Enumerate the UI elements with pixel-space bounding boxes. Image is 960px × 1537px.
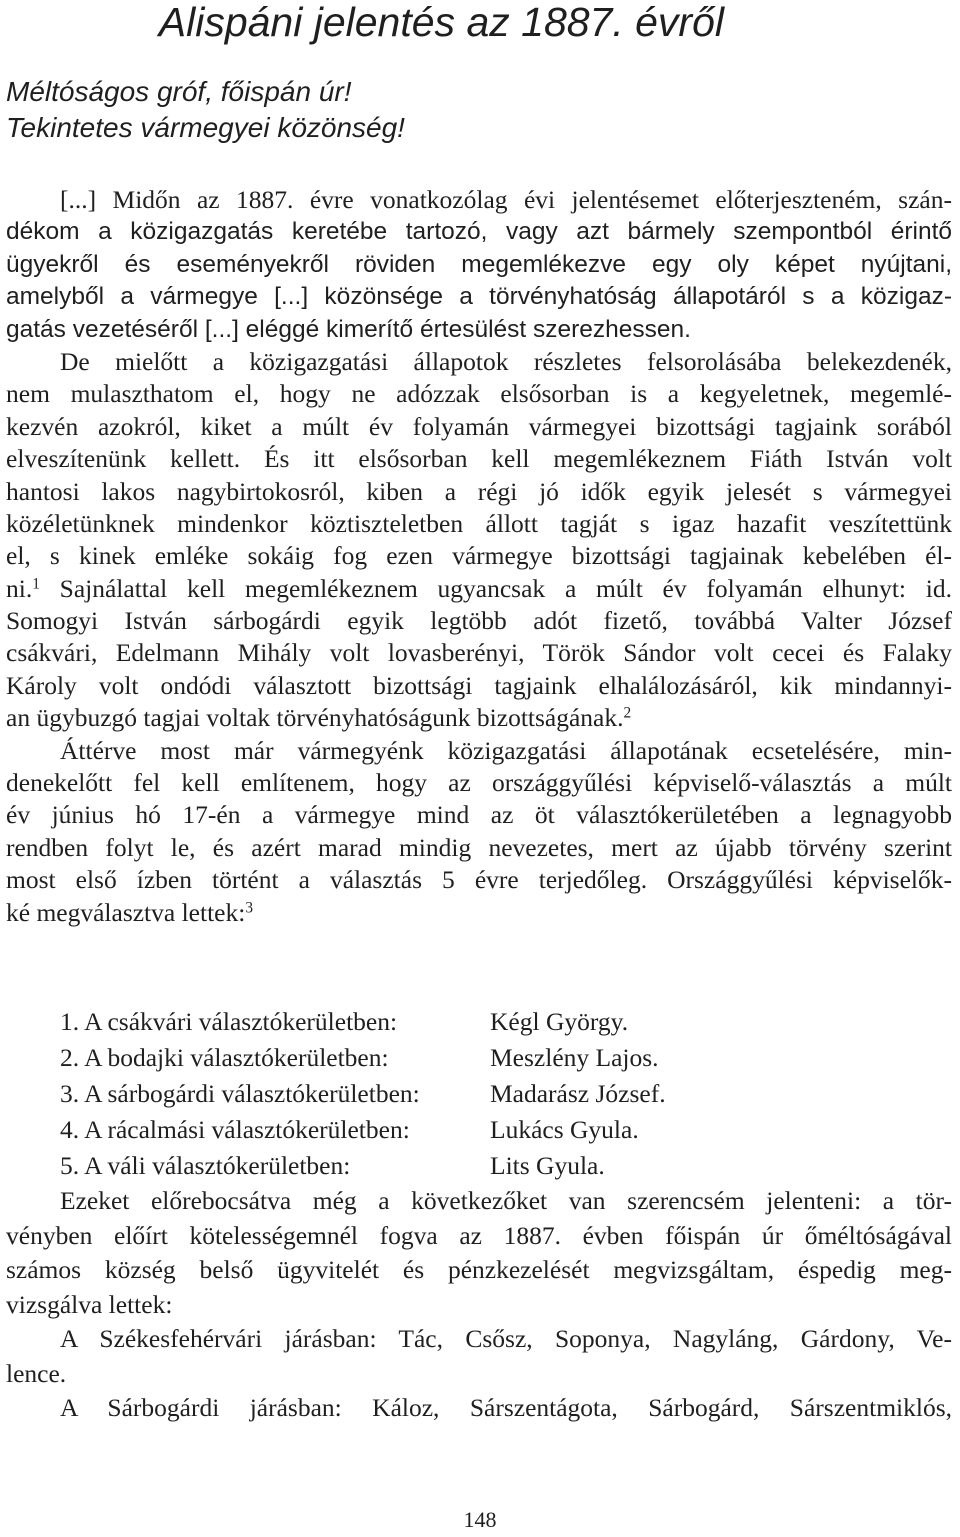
text-line: vizsgálva lettek: (6, 1289, 173, 1319)
text-line: A Székesfehérvári járásban: Tác, Csősz, Soponya, Nagyláng, Gárdony, Ve- (60, 1324, 952, 1353)
page-title: Alispáni jelentés az 1887. évről (158, 0, 724, 45)
text-line: Károly volt ondódi választott bizottsági tagjaink elhalálozásáról, kik mindannyi- (6, 670, 952, 700)
representative: Kégl György. (490, 1007, 629, 1036)
text-line: [...] Midőn az 1887. évre vonatkozólag évi jelentésemet előterjeszteném, szán- (60, 185, 952, 214)
district: 3. A sárbogárdi választókerületben: (60, 1079, 420, 1108)
text-line: lence. (6, 1358, 67, 1388)
district: 2. A bodajki választókerületben: (60, 1043, 389, 1072)
text-line: De mielőtt a közigazgatási állapotok részletes felsorolásába belekezdenék, (60, 346, 952, 376)
text-line: kezvén azokról, kiket a múlt év folyamán vármegyei bizottsági tagjaink sorából (6, 411, 952, 441)
district: 4. A rácalmási választókerületben: (60, 1115, 410, 1144)
footnote-ref: 2 (623, 704, 632, 722)
text-line: csákvári, Edelmann Mihály volt lovasberényi, Török Sándor volt cecei és Falaky (6, 638, 952, 668)
text-line: Somogyi István sárbogárdi egyik legtöbb adót fizető, továbbá Valter József (6, 606, 952, 636)
text-fragment: ni. (6, 573, 33, 603)
text-line: Áttérve most már vármegyénk közigazgatási állapotának ecsetelésére, min- (60, 735, 952, 765)
list-item (60, 1112, 666, 1148)
text-fragment: Sajnálattal kell megemlékeznem ugyancsak a múlt év folyamán elhunyt: id. (39, 573, 952, 603)
representative: Meszlény Lajos. (490, 1043, 659, 1072)
text-line: denekelőtt fel kell említenem, hogy az országgyűlési képviselő-választás a múlt (6, 768, 952, 798)
list-item (60, 1076, 666, 1112)
representative: Madarász József. (490, 1079, 666, 1108)
salutation (6, 74, 946, 146)
text-line: el, s kinek emléke sokáig fog ezen vármegye bizottsági tagjainak kebelében él- (6, 541, 952, 571)
footnote-ref: 1 (32, 575, 40, 593)
text-line: év június hó 17-én a vármegye mind az öt választókerületében a legnagyobb (6, 800, 952, 830)
text-fragment: an ügybuzgó tagjai voltak törvényhatóságunk bizottságának. (6, 703, 624, 733)
list-item (60, 1040, 666, 1076)
text-line: elveszítenünk kellett. És itt elsősorban kell megemlékeznem Fiáth István volt (6, 444, 952, 474)
district: 5. A váli választókerületben: (60, 1151, 351, 1180)
text-line: most első ízben történt a választás 5 évre terjedőleg. Országgyűlési képviselők- (6, 865, 952, 895)
text-line: dékom a közigazgatás keretébe tartozó, vagy azt bármely szempontból érintő (6, 218, 952, 246)
text-line: hantosi lakos nagybirtokosról, kiben a régi jó idők egyik jelesét s vármegyei (6, 476, 952, 506)
text-line (6, 573, 952, 605)
list-item (60, 1148, 666, 1184)
representative: Lits Gyula. (490, 1151, 605, 1180)
text-line (6, 702, 952, 734)
text-line: Ezeket előrebocsátva még a következőket van szerencsém jelenteni: a tör- (60, 1186, 952, 1215)
list-item (60, 1004, 666, 1040)
text-line (6, 897, 952, 929)
text-line: közéletünknek mindenkor köztiszteletben állott tagját s igaz hazafit veszítettünk (6, 508, 952, 538)
text-line: gatás vezetéséről [...] eléggé kimerítő értesülést szerezhessen. (6, 315, 691, 343)
election-list (60, 1004, 666, 1184)
text-line: számos község belső ügyvitelét és pénzkezelését megvizsgáltam, éspedig meg- (6, 1255, 952, 1284)
text-line: nem mulaszthatom el, hogy ne adózzak elsősorban is a kegyeletnek, megemlé- (6, 379, 952, 409)
text-line: vényben előírt kötelességemnél fogva az 1887. évben főispán úr őméltóságával (6, 1220, 952, 1250)
representative: Lukács Gyula. (490, 1115, 639, 1144)
district: 1. A csákvári választókerületben: (60, 1007, 398, 1036)
footnote-ref: 3 (245, 899, 253, 917)
salutation-line: Méltóságos gróf, főispán úr! (6, 76, 352, 107)
text-line: amelyből a vármegye [...] közönsége a törvényhatóság állapotáról s a közigaz- (6, 283, 952, 311)
text-line: A Sárbogárdi járásban: Káloz, Sárszentágota, Sárbogárd, Sárszentmiklós, (60, 1393, 952, 1422)
text-fragment: ké megválasztva lettek: (6, 897, 246, 927)
salutation-line: Tekintetes vármegyei közönség! (6, 112, 405, 143)
text-line: rendben folyt le, és azért marad mindig nevezetes, mert az újabb törvény szerint (6, 832, 952, 862)
body-text (6, 184, 952, 929)
body-text-continued (6, 1184, 952, 1426)
text-line: ügyekről és eseményekről röviden megemlékezve egy oly képet nyújtani, (6, 250, 952, 278)
page-number: 148 (463, 1507, 497, 1532)
